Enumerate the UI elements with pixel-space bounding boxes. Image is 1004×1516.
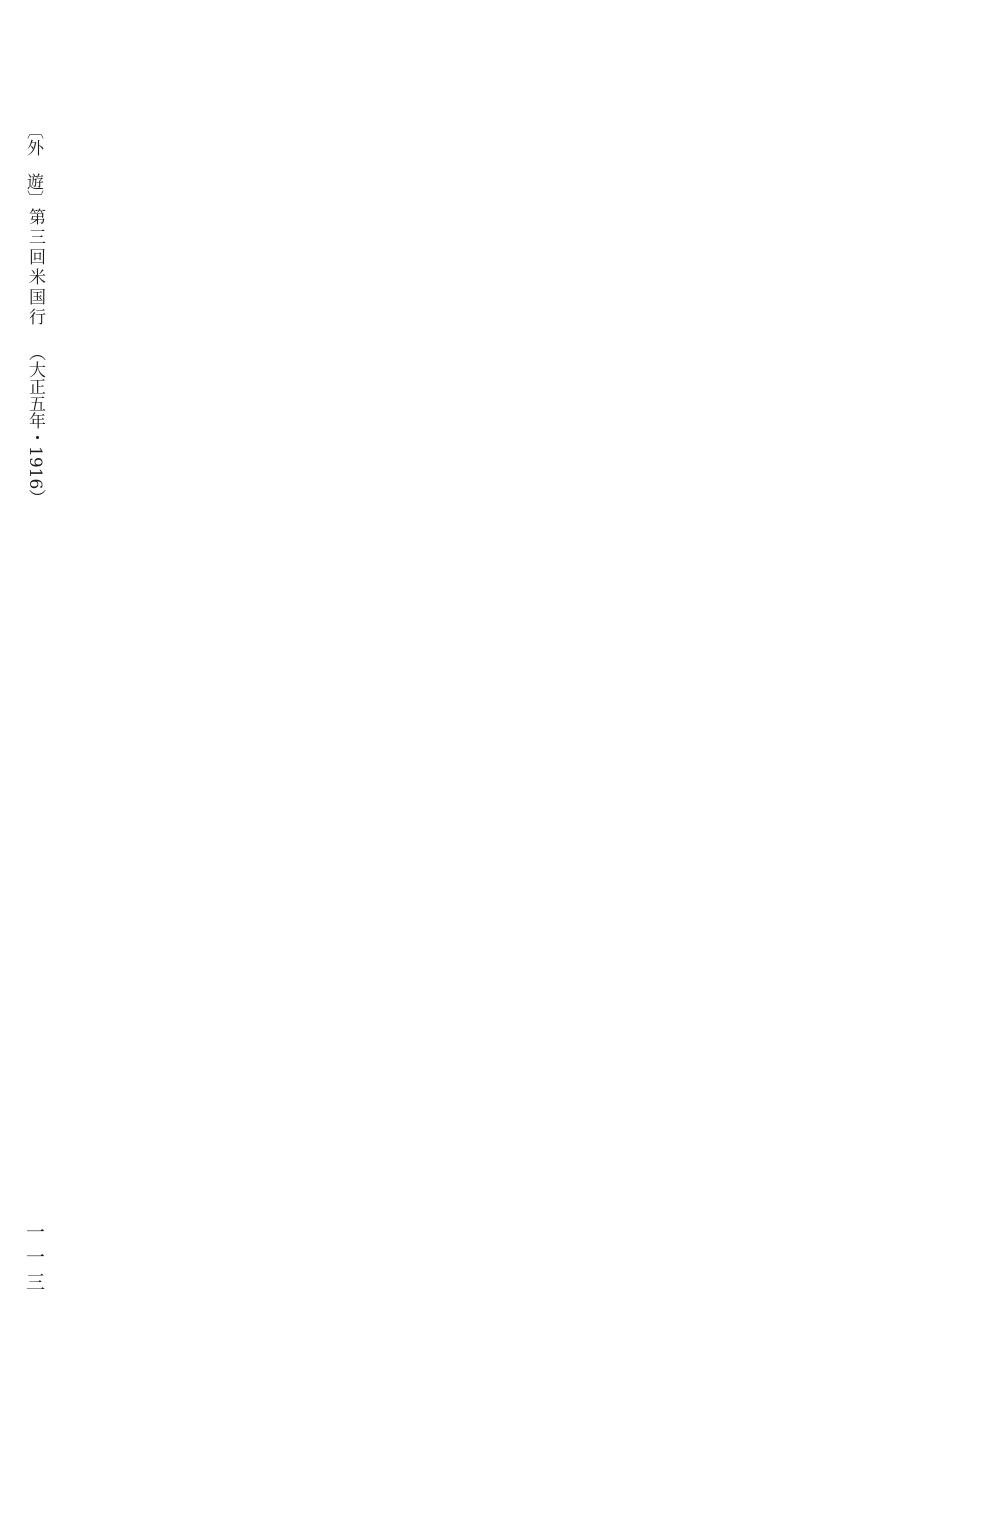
running-head-chapter: 第三回米国行 (25, 208, 45, 328)
running-head-section: 〔外 遊〕 (23, 122, 43, 207)
running-head-year: （大正五年・1916） (25, 344, 45, 507)
page-number: 一一三 (23, 1222, 45, 1297)
